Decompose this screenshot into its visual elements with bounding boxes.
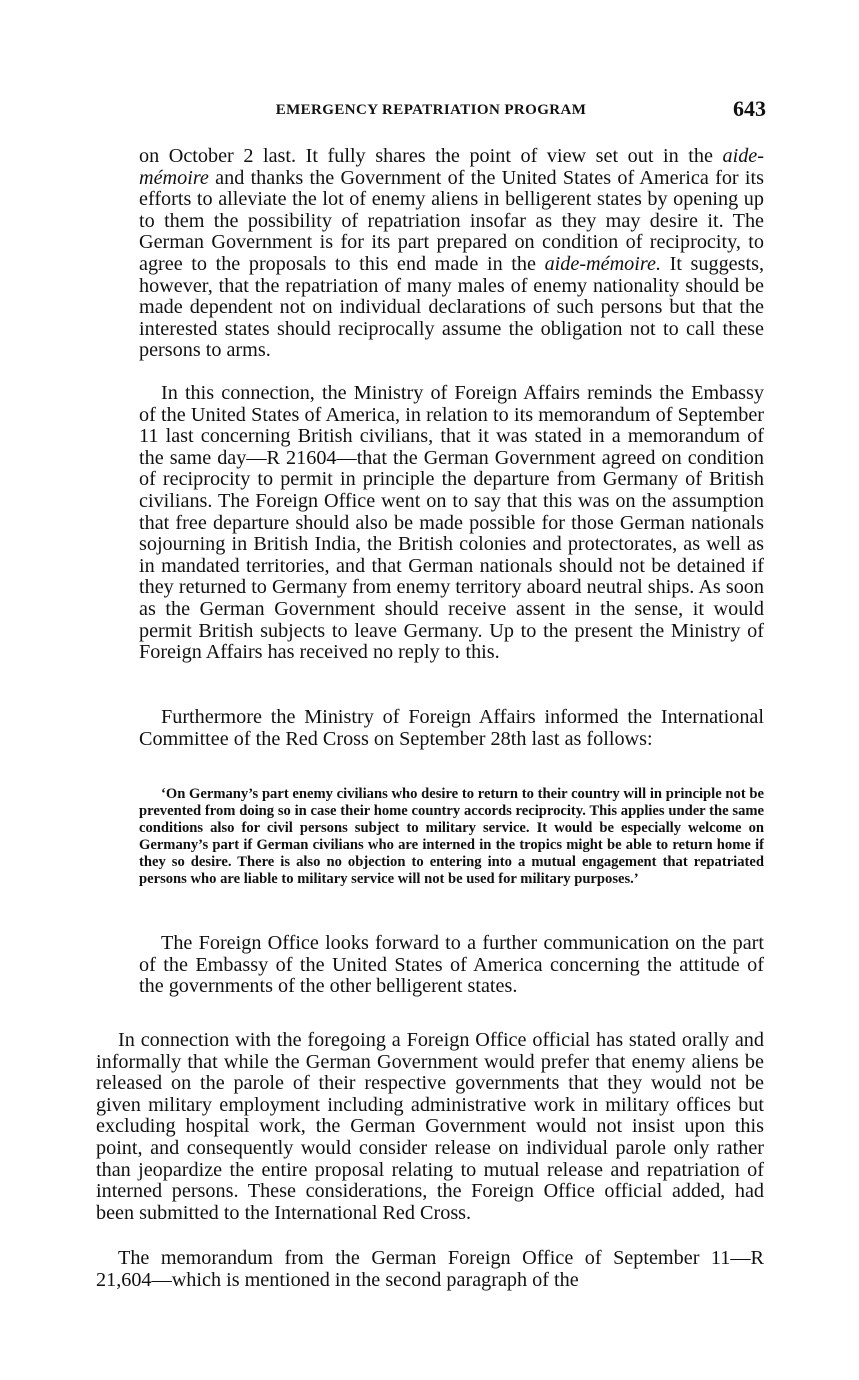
paragraph-4: The Foreign Office looks forward to a further communication on the part of the Embassy of the United States of America concerning the attitude of the governments of the other belligerent states.: [139, 932, 764, 998]
aide-memoire-term-2: aide-mémoire.: [544, 252, 661, 275]
paragraph-3: Furthermore the Ministry of Foreign Affairs informed the International Committee of the Red Cross on September 28th last as follows:: [139, 706, 764, 750]
paragraph-1-text-a: on October 2 last. It fully shares the point of view set out in the: [139, 145, 723, 167]
paragraph-5: In connection with the foregoing a Foreign Office official has stated orally and informally that while the German Government would prefer that enemy aliens be released on the parole of their respective governments that they would not be given military employment including administrative work in military offices but excluding hospital work, the German Government would not insist upon this point, and consequently would consider release on individual parole only rather than jeopardize the entire proposal relating to mutual release and repatriation of interned persons. These considerations, the Foreign Office official added, had been submitted to the International Red Cross.: [96, 1029, 764, 1224]
running-head: [96, 98, 766, 128]
paragraph-1-text-b: and thanks the Government of the United States of America for its efforts to alleviate the lot of enemy aliens in belligerent states by opening up to them the possibility of repatriation insofar as they may desire it. The German Government is for its part prepared on condition of reciprocity, to agree to the proposals to this end made in the: [139, 166, 764, 275]
paragraph-1-text-c: It suggests, however, that the repatriation of many males of enemy nationality should be made dependent not on individual declarations of such persons but that the interested states should reciprocally assume the obligation not to call these persons to arms.: [139, 252, 765, 362]
page-number: 643: [733, 96, 766, 121]
block-quote-text: ‘On Germany’s part enemy civilians who desire to return to their country will in principle not be prevented from doing so in case their home country accords reciprocity. This applies under the same conditions also for civil persons subject to military service. It would be especially welcome on Germany’s part if German civilians who are interned in the tropics might be able to return home if they so desire. There is also no objection to entering into a mutual engagement that repatriated persons who are liable to military service will not be used for military purposes.’: [139, 786, 764, 887]
aide-memoire-term-1: aide-mémoire: [139, 145, 764, 189]
main-paragraph-5-block: [96, 1030, 764, 1224]
quoted-note-paragraph-2-block: [139, 383, 764, 664]
paragraph-2: In this connection, the Ministry of Foreign Affairs reminds the Embassy of the United States of America, in relation to its memorandum of September 11 last concerning British civilians, that it was stated in a memorandum of the same day—R 21604—that the German Government agreed on condition of reciprocity to permit in principle the departure from Germany of British civilians. The Foreign Office went on to say that this was on the assumption that free departure should also be made possible for those German nationals sojourning in British India, the British colonies and protectorates, as well as in mandated territories, and that German nationals should not be detained if they returned to Germany from enemy territory aboard neutral ships. As soon as the German Government should receive assent in the sense, it would permit British subjects to leave Germany. Up to the present the Ministry of Foreign Affairs has received no reply to this.: [139, 382, 764, 664]
paragraph-6: The memorandum from the German Foreign Office of September 11—R 21,604—which is mentioned in the second paragraph of the: [96, 1247, 764, 1291]
quoted-note-paragraph-3-block: [139, 707, 764, 750]
running-title: EMERGENCY REPATRIATION PROGRAM: [275, 102, 587, 118]
block-quote: [139, 786, 764, 888]
main-paragraph-6-block: [96, 1248, 764, 1291]
quoted-note-continuation: [139, 146, 764, 362]
quoted-note-paragraph-4-block: [139, 933, 764, 998]
paragraph-1: [139, 146, 764, 362]
